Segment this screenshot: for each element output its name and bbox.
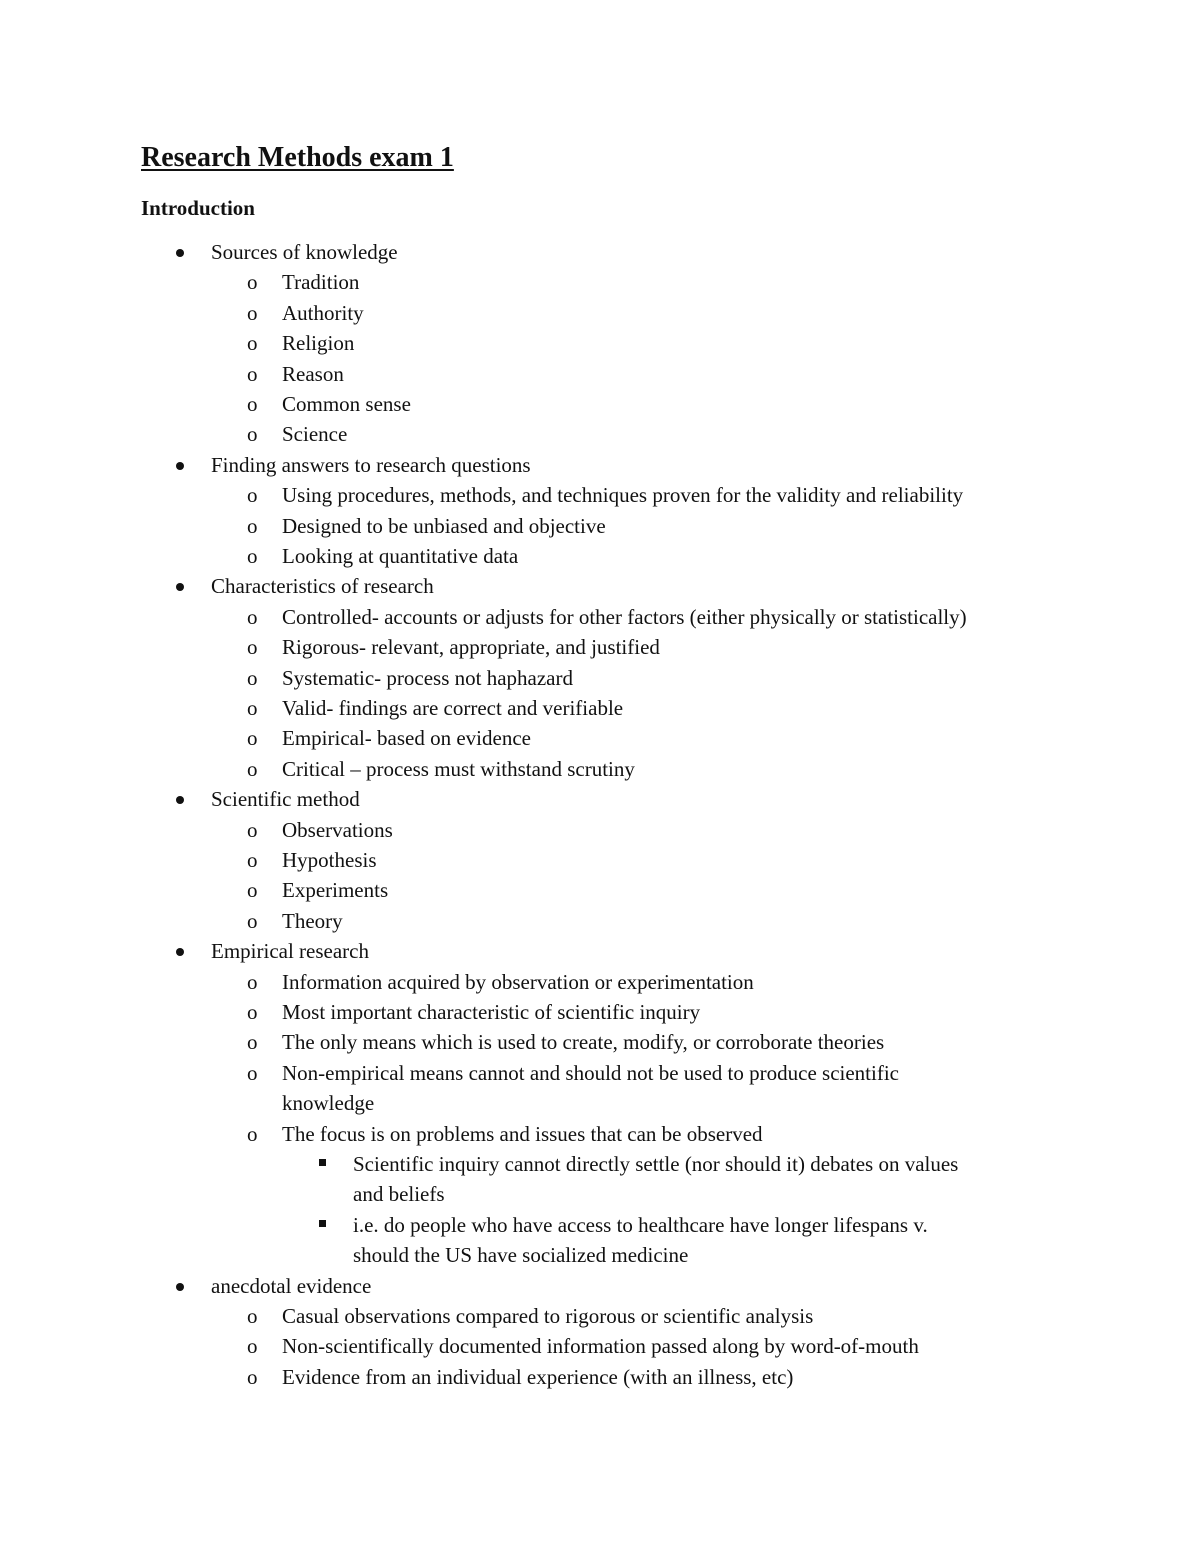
outline-subsubitem: and beliefs: [353, 1182, 445, 1207]
sub-bullet-marker: o: [247, 604, 258, 629]
outline-subsubitem: Scientific inquiry cannot directly settle (nor should it) debates on values: [353, 1152, 959, 1176]
outline-subitem: Religion: [282, 331, 355, 356]
outline-subitem: Theory: [282, 908, 343, 933]
bullet-marker: [176, 1283, 184, 1291]
outline-subitem: Rigorous- relevant, appropriate, and justified: [282, 635, 660, 660]
sub-bullet-marker: o: [247, 1060, 258, 1085]
sub-bullet-marker: o: [247, 392, 258, 416]
sub-bullet-marker: o: [247, 1121, 258, 1146]
sub-bullet-marker: o: [247, 361, 258, 386]
sub-bullet-marker: o: [247, 726, 258, 751]
sub-bullet-marker: o: [247, 878, 258, 903]
sub-bullet-marker: o: [247, 635, 258, 660]
outline-subitem: Experiments: [282, 878, 389, 903]
sub-bullet-marker: o: [247, 1304, 258, 1328]
outline-subitem: Tradition: [282, 270, 360, 295]
outline-subitem: The only means which is used to create, modify, or corroborate theories: [282, 1030, 885, 1055]
sub-bullet-marker: o: [247, 1030, 258, 1055]
outline-subitem: Information acquired by observation or experimentation: [282, 969, 754, 994]
sub-bullet-marker: o: [247, 908, 258, 933]
sub-bullet-marker: o: [247, 1000, 258, 1024]
bullet-marker: [176, 583, 184, 591]
sub-bullet-marker: o: [247, 422, 258, 447]
square-bullet-marker: [319, 1220, 326, 1227]
outline-subitem: Authority: [282, 300, 364, 325]
outline-subitem: Looking at quantitative data: [282, 544, 519, 568]
outline-subitem: Valid- findings are correct and verifiable: [282, 696, 624, 720]
sub-bullet-marker: o: [247, 544, 258, 568]
outline-subitem: Designed to be unbiased and objective: [282, 513, 606, 538]
outline-subitem: Systematic- process not haphazard: [282, 665, 573, 690]
section-heading: Introduction: [141, 196, 255, 220]
outline-item: Characteristics of research: [211, 574, 434, 599]
bullet-marker: [176, 462, 184, 470]
bullet-marker: [176, 796, 184, 804]
sub-bullet-marker: o: [247, 969, 258, 994]
document-title: Research Methods exam 1: [141, 142, 454, 173]
sub-bullet-marker: o: [247, 300, 258, 325]
outline-subitem: Observations: [282, 817, 393, 842]
square-bullet-marker: [319, 1159, 326, 1166]
sub-bullet-marker: o: [247, 665, 258, 690]
outline-subsubitem: i.e. do people who have access to healthcare have longer lifespans v.: [353, 1212, 928, 1237]
outline-subitem: Casual observations compared to rigorous or scientific analysis: [282, 1304, 814, 1328]
sub-bullet-marker: o: [247, 817, 258, 842]
sub-bullet-marker: o: [247, 1334, 258, 1359]
sub-bullet-marker: o: [247, 848, 258, 872]
outline-item: Scientific method: [211, 787, 360, 812]
outline-item: Sources of knowledge: [211, 240, 398, 264]
sub-bullet-marker: o: [247, 331, 258, 356]
outline-subitem: Non-scientifically documented information passed along by word-of-mouth: [282, 1334, 919, 1359]
outline-subitem: Critical – process must withstand scrutiny: [282, 756, 635, 781]
bullet-marker: [176, 249, 184, 257]
sub-bullet-marker: o: [247, 696, 258, 720]
sub-bullet-marker: o: [247, 483, 258, 508]
outline-subitem: Common sense: [282, 392, 411, 416]
outline-subitem: knowledge: [282, 1091, 375, 1116]
outline-subitem: Evidence from an individual experience (with an illness, etc): [282, 1364, 794, 1389]
outline-subitem: Controlled- accounts or adjusts for other factors (either physically or statistically): [282, 604, 967, 629]
sub-bullet-marker: o: [247, 756, 258, 781]
outline-item: Finding answers to research questions: [211, 452, 531, 477]
outline-subitem: Science: [282, 422, 348, 447]
sub-bullet-marker: o: [247, 513, 258, 538]
outline-subitem: Hypothesis: [282, 848, 377, 872]
outline-item: anecdotal evidence: [211, 1273, 372, 1298]
sub-bullet-marker: o: [247, 270, 258, 295]
outline-subitem: The focus is on problems and issues that can be observed: [282, 1121, 763, 1146]
outline-item: Empirical research: [211, 939, 369, 964]
outline-subsubitem: should the US have socialized medicine: [353, 1243, 689, 1268]
outline-subitem: Non-empirical means cannot and should not be used to produce scientific: [282, 1060, 899, 1085]
outline-subitem: Empirical- based on evidence: [282, 726, 531, 751]
sub-bullet-marker: o: [247, 1364, 258, 1389]
outline-subitem: Using procedures, methods, and techniques proven for the validity and reliability: [282, 483, 964, 508]
outline-subitem: Reason: [282, 361, 344, 386]
bullet-marker: [176, 948, 184, 956]
outline-subitem: Most important characteristic of scientific inquiry: [282, 1000, 701, 1024]
